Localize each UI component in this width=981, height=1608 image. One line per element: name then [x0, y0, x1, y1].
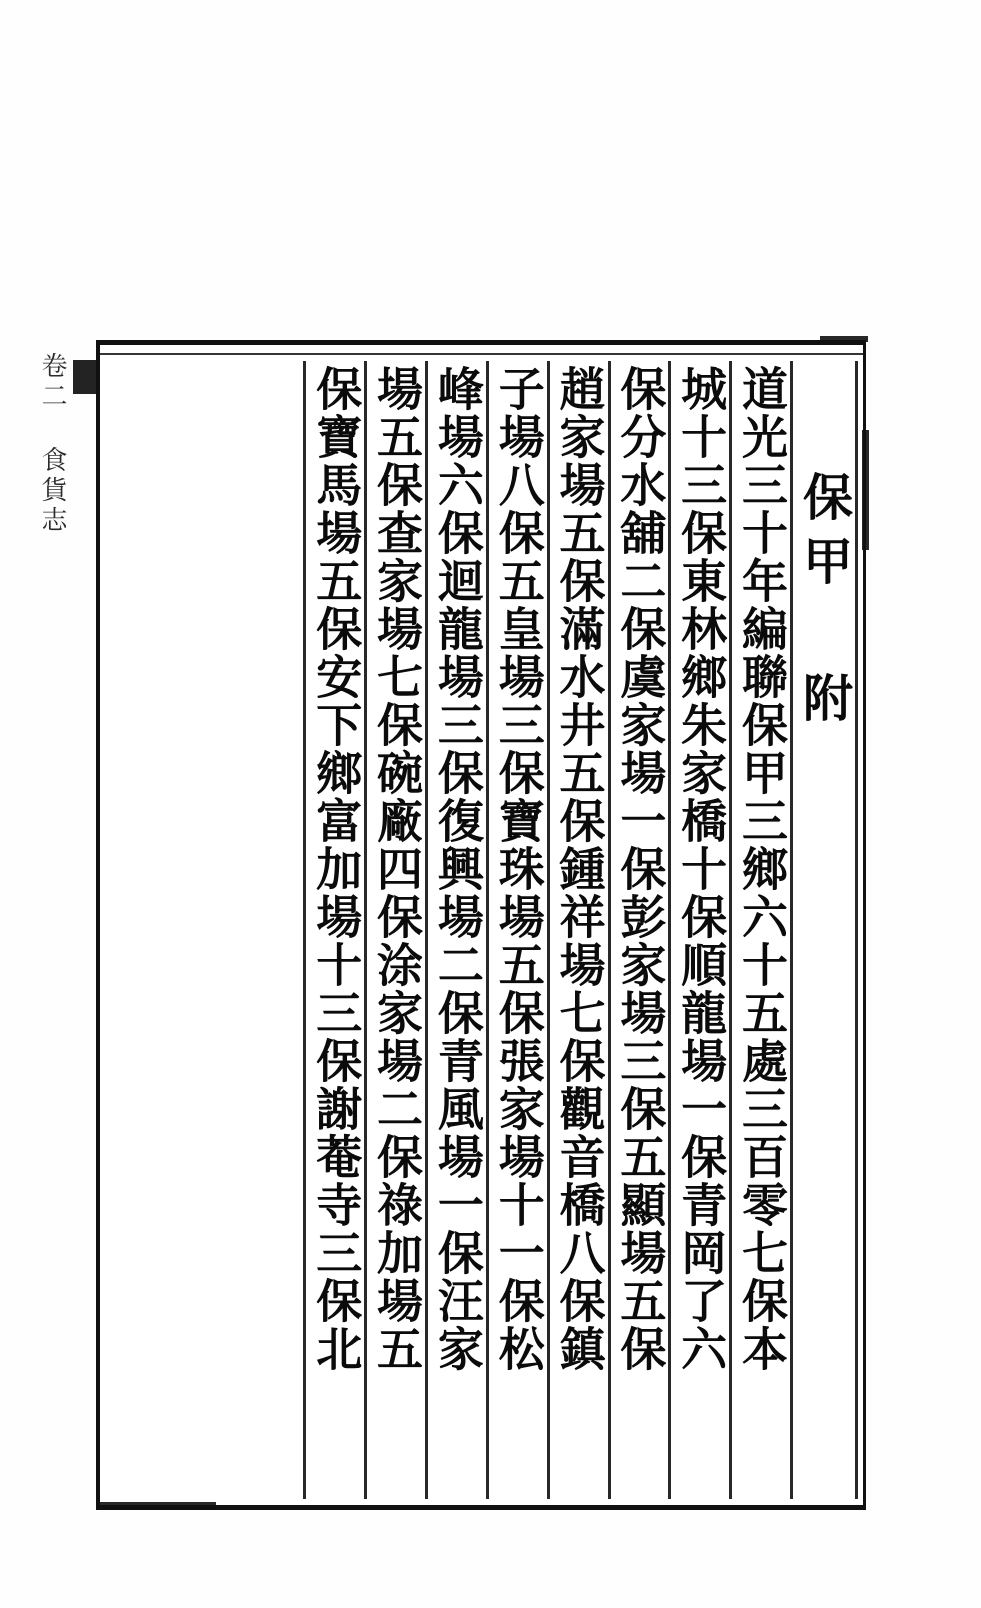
text-column-3: 保分水舖二保虞家場一保彭家場三保五顯場五保	[613, 365, 668, 1373]
column-rule	[364, 361, 367, 1499]
scan-blemish-mark	[96, 1502, 216, 1510]
column-rule	[486, 361, 489, 1499]
text-column-1: 道光三十年編聯保甲三鄉六十五處三百零七保本	[735, 365, 789, 1373]
margin-subtitle-text: 卷二 食貨志	[37, 352, 67, 536]
text-block-frame	[96, 340, 866, 1510]
text-column-6: 峰場六保迴龍場三保復興場二保青風場一保汪家	[430, 365, 485, 1373]
column-rule	[855, 361, 858, 1499]
column-rule	[425, 361, 428, 1499]
column-rule	[303, 361, 306, 1499]
column-rule	[790, 361, 793, 1499]
vertical-columns	[106, 361, 859, 1499]
text-column-7: 場五保查家場七保碗廠四保涂家場二保祿加場五	[370, 365, 425, 1373]
section-heading: 保甲 附	[795, 471, 854, 736]
column-rule	[608, 361, 611, 1499]
column-rule	[729, 361, 732, 1499]
text-column-4: 趙家場五保滿水井五保鍾祥場七保觀音橋八保鎮	[552, 365, 607, 1373]
text-column-2: 城十三保東林鄉朱家橋十保順龍場一保青岡了六	[674, 365, 729, 1373]
text-column-8: 保寶馬場五保安下鄉富加場十三保謝菴寺三保北	[309, 365, 364, 1373]
column-rule	[668, 361, 671, 1499]
column-rule	[547, 361, 550, 1499]
scan-blemish-mark	[862, 430, 869, 550]
text-column-5: 子場八保五皇場三保寶珠場五保張家場十一保松	[491, 365, 546, 1373]
scan-blemish-mark	[820, 336, 868, 342]
